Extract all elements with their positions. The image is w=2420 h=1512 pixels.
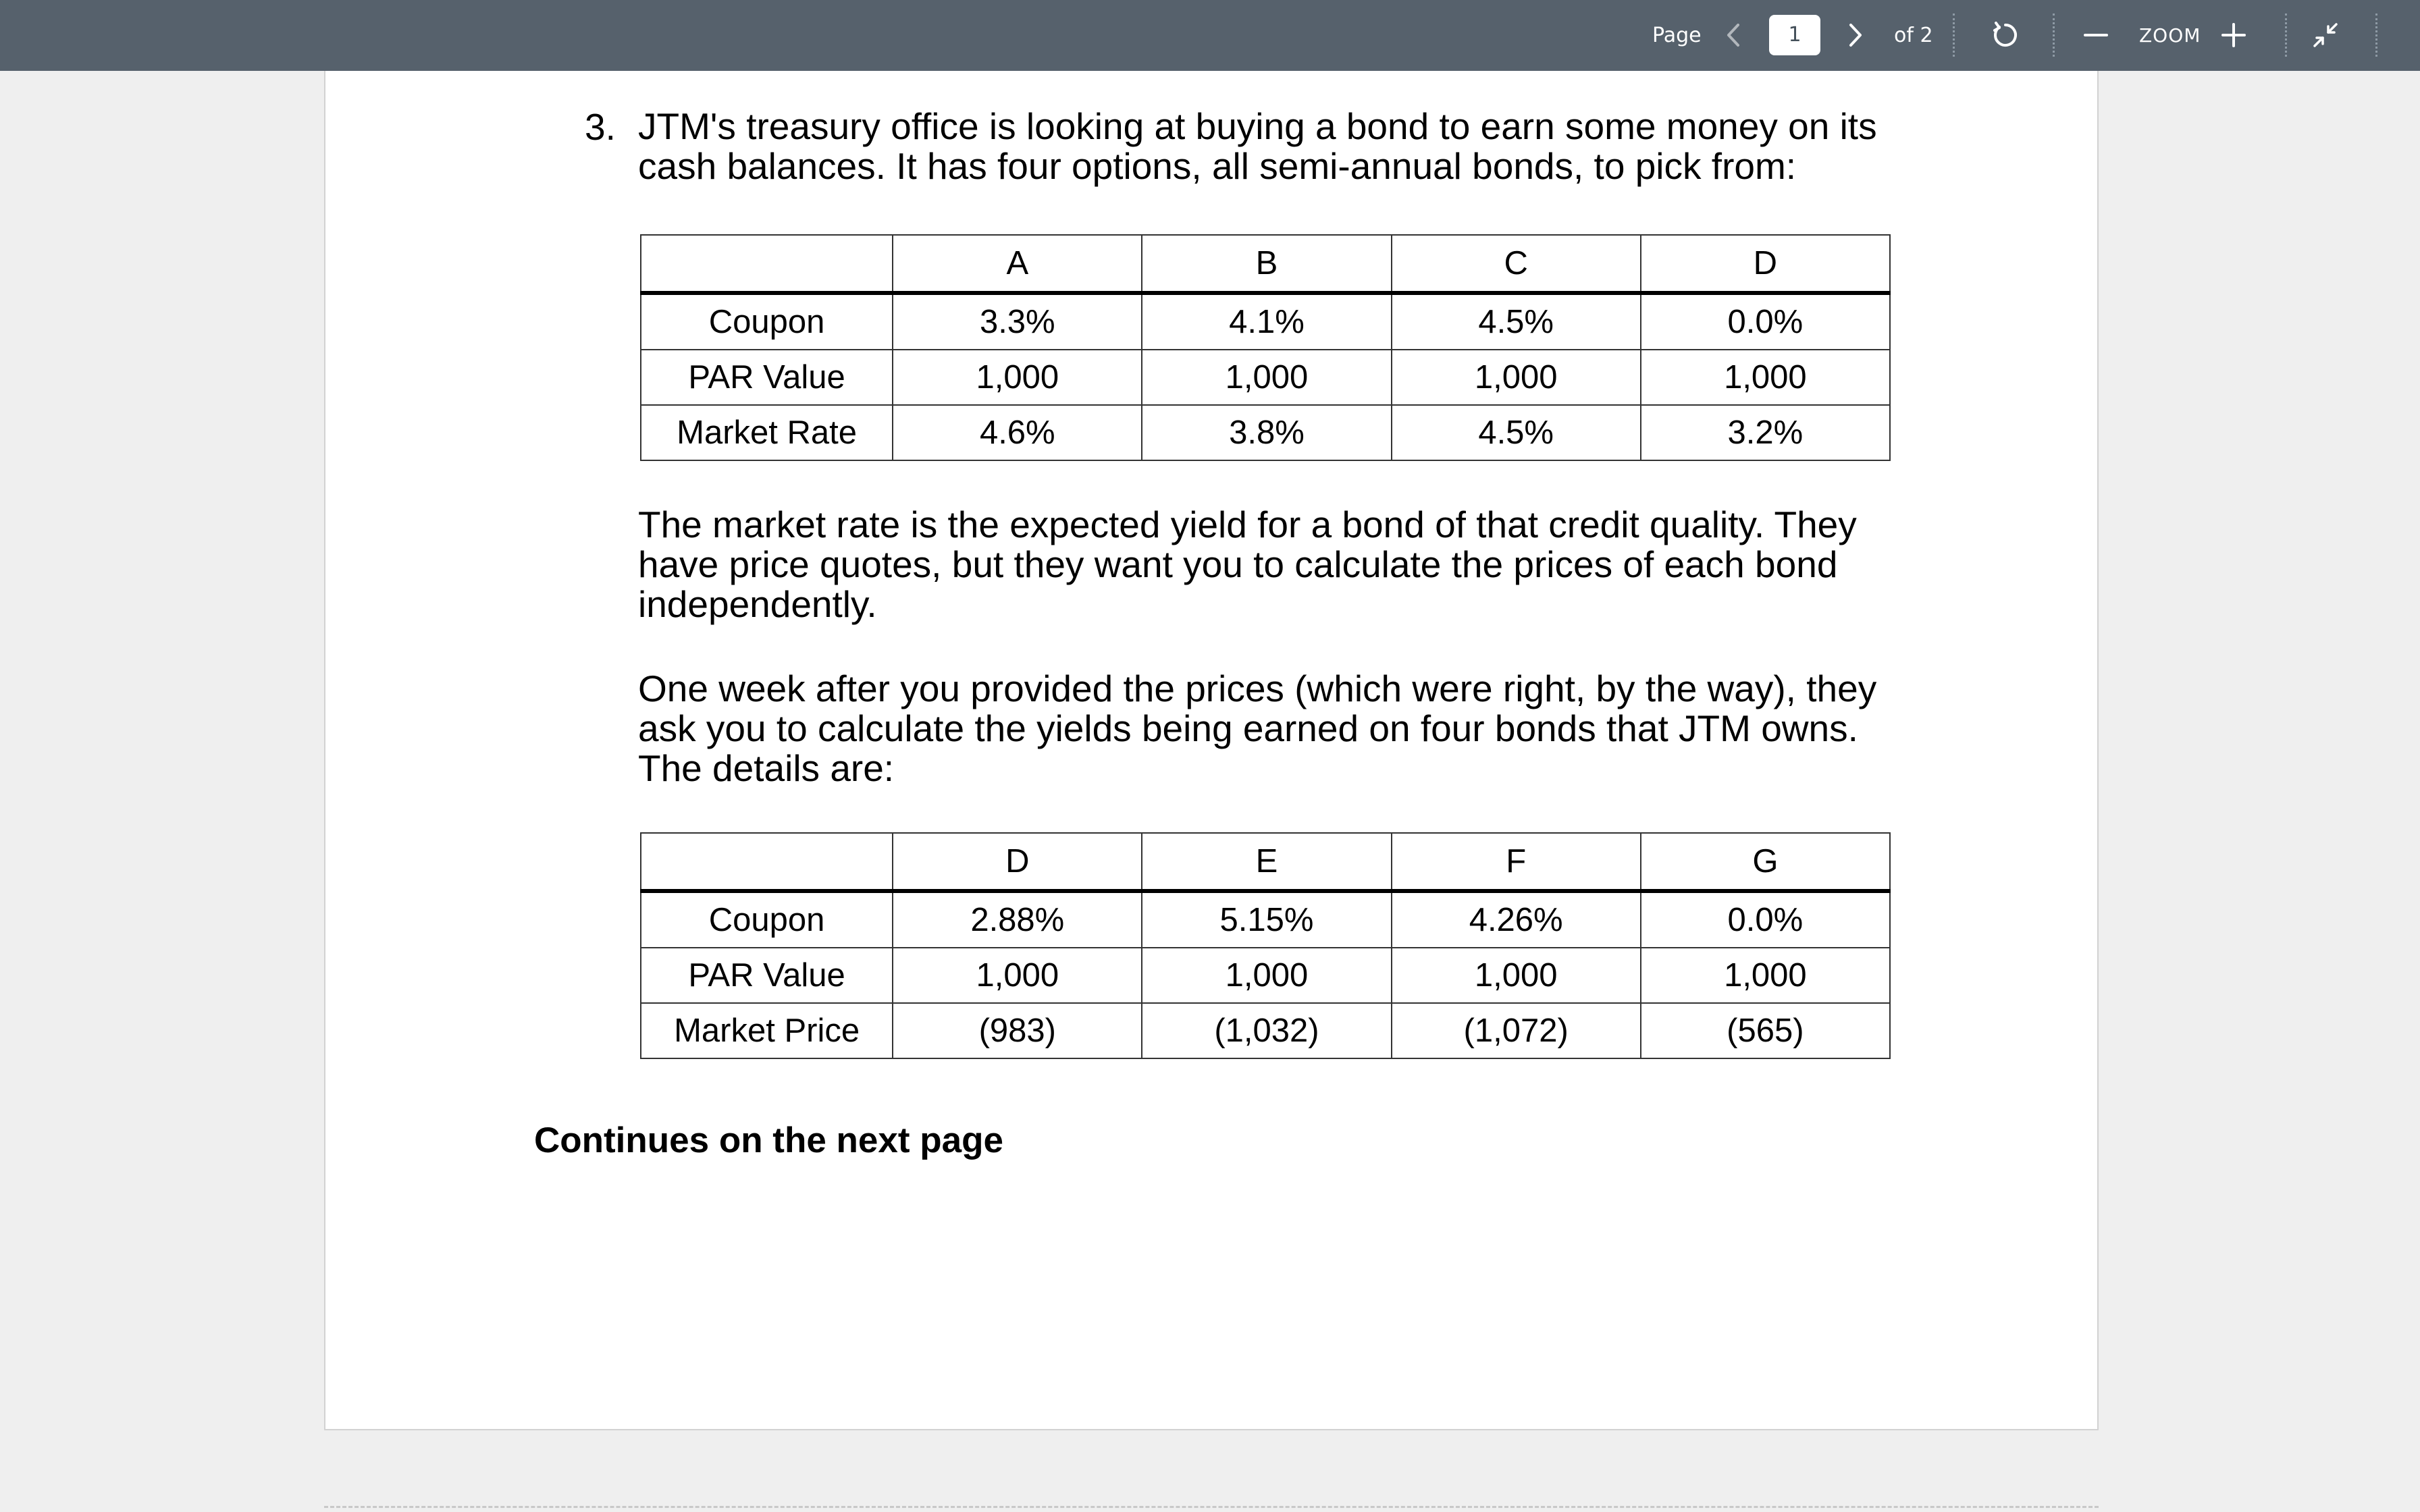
chevron-left-icon bbox=[1723, 22, 1743, 49]
table-cell: 1,000 bbox=[1641, 350, 1890, 405]
next-page-button[interactable] bbox=[1835, 15, 1876, 55]
table-cell: 3.8% bbox=[1142, 405, 1391, 460]
table-header-cell: F bbox=[1392, 833, 1641, 891]
table-cell: 4.1% bbox=[1142, 293, 1391, 350]
page-label: Page bbox=[1652, 24, 1702, 47]
table-cell: 5.15% bbox=[1142, 891, 1391, 948]
exit-fullscreen-button[interactable] bbox=[2305, 15, 2346, 55]
minus-icon bbox=[2082, 22, 2109, 49]
table-header-cell: E bbox=[1142, 833, 1391, 891]
row-label-cell: Market Price bbox=[641, 1003, 893, 1058]
table-cell: (983) bbox=[893, 1003, 1142, 1058]
collapse-icon bbox=[2311, 20, 2340, 50]
table-header-row bbox=[641, 833, 1890, 891]
zoom-in-button[interactable] bbox=[2213, 15, 2254, 55]
row-label-cell: Market Rate bbox=[641, 405, 893, 460]
viewer-toolbar bbox=[0, 0, 2420, 71]
table-row bbox=[641, 891, 1890, 948]
row-label-cell: PAR Value bbox=[641, 350, 893, 405]
zoom-out-button[interactable] bbox=[2076, 15, 2116, 55]
table-header-cell bbox=[641, 833, 893, 891]
table-header-cell bbox=[641, 235, 893, 293]
table-cell: 4.5% bbox=[1392, 293, 1641, 350]
table-row bbox=[641, 948, 1890, 1003]
table-cell: 4.6% bbox=[893, 405, 1142, 460]
owned-bonds-table bbox=[640, 832, 1891, 1059]
question-number: 3. bbox=[585, 106, 616, 148]
table-header-cell: B bbox=[1142, 235, 1391, 293]
toolbar-divider bbox=[2053, 14, 2055, 57]
table-cell: 4.26% bbox=[1392, 891, 1641, 948]
reset-view-button[interactable] bbox=[1985, 15, 2026, 55]
table-cell: 1,000 bbox=[1641, 948, 1890, 1003]
table-row bbox=[641, 293, 1890, 350]
table-header-cell: D bbox=[893, 833, 1142, 891]
previous-page-button[interactable] bbox=[1713, 15, 1754, 55]
table-cell: 0.0% bbox=[1641, 891, 1890, 948]
page-count-label: of 2 bbox=[1894, 24, 1933, 47]
toolbar-divider bbox=[2285, 14, 2287, 57]
row-label-cell: PAR Value bbox=[641, 948, 893, 1003]
bond-options-table bbox=[640, 234, 1891, 461]
table-header-cell: C bbox=[1392, 235, 1641, 293]
question-intro: JTM's treasury office is looking at buying a bond to earn some money on its cash balances. It has four options, all semi-annual bonds, to pick from: bbox=[638, 105, 1877, 187]
row-label-cell: Coupon bbox=[641, 891, 893, 948]
table-row bbox=[641, 1003, 1890, 1058]
table-cell: 2.88% bbox=[893, 891, 1142, 948]
table-row bbox=[641, 350, 1890, 405]
row-label-cell: Coupon bbox=[641, 293, 893, 350]
next-page-edge bbox=[324, 1506, 2099, 1508]
table-header-cell: G bbox=[1641, 833, 1890, 891]
table-cell: 4.5% bbox=[1392, 405, 1641, 460]
toolbar-divider bbox=[2375, 14, 2377, 57]
table-cell: (1,032) bbox=[1142, 1003, 1391, 1058]
table-cell: 3.2% bbox=[1641, 405, 1890, 460]
page-number-input[interactable] bbox=[1769, 15, 1820, 55]
toolbar-divider bbox=[1953, 14, 1955, 57]
table-cell: 1,000 bbox=[893, 350, 1142, 405]
table-cell: 1,000 bbox=[893, 948, 1142, 1003]
table-cell: (1,072) bbox=[1392, 1003, 1641, 1058]
table-cell: 1,000 bbox=[1142, 350, 1391, 405]
plus-icon bbox=[2220, 22, 2247, 49]
table-header-cell: A bbox=[893, 235, 1142, 293]
table-row bbox=[641, 405, 1890, 460]
table-cell: 3.3% bbox=[893, 293, 1142, 350]
table-cell: 1,000 bbox=[1392, 948, 1641, 1003]
table-cell: 0.0% bbox=[1641, 293, 1890, 350]
continues-note: Continues on the next page bbox=[534, 1120, 1003, 1160]
chevron-right-icon bbox=[1845, 22, 1866, 49]
table-header-row bbox=[641, 235, 1890, 293]
yields-paragraph: One week after you provided the prices (which were right, by the way), they ask you to calculate the yields being earned on four bonds that JTM owns. The details are: bbox=[638, 668, 1877, 789]
rotate-reset-icon bbox=[1990, 20, 2021, 51]
zoom-label: ZOOM bbox=[2139, 24, 2201, 47]
table-cell: (565) bbox=[1641, 1003, 1890, 1058]
table-cell: 1,000 bbox=[1142, 948, 1391, 1003]
table-header-cell: D bbox=[1641, 235, 1890, 293]
market-rate-paragraph: The market rate is the expected yield for a bond of that credit quality. They have price quotes, but they want you to calculate the prices of each bond independently. bbox=[638, 504, 1857, 625]
table-cell: 1,000 bbox=[1392, 350, 1641, 405]
